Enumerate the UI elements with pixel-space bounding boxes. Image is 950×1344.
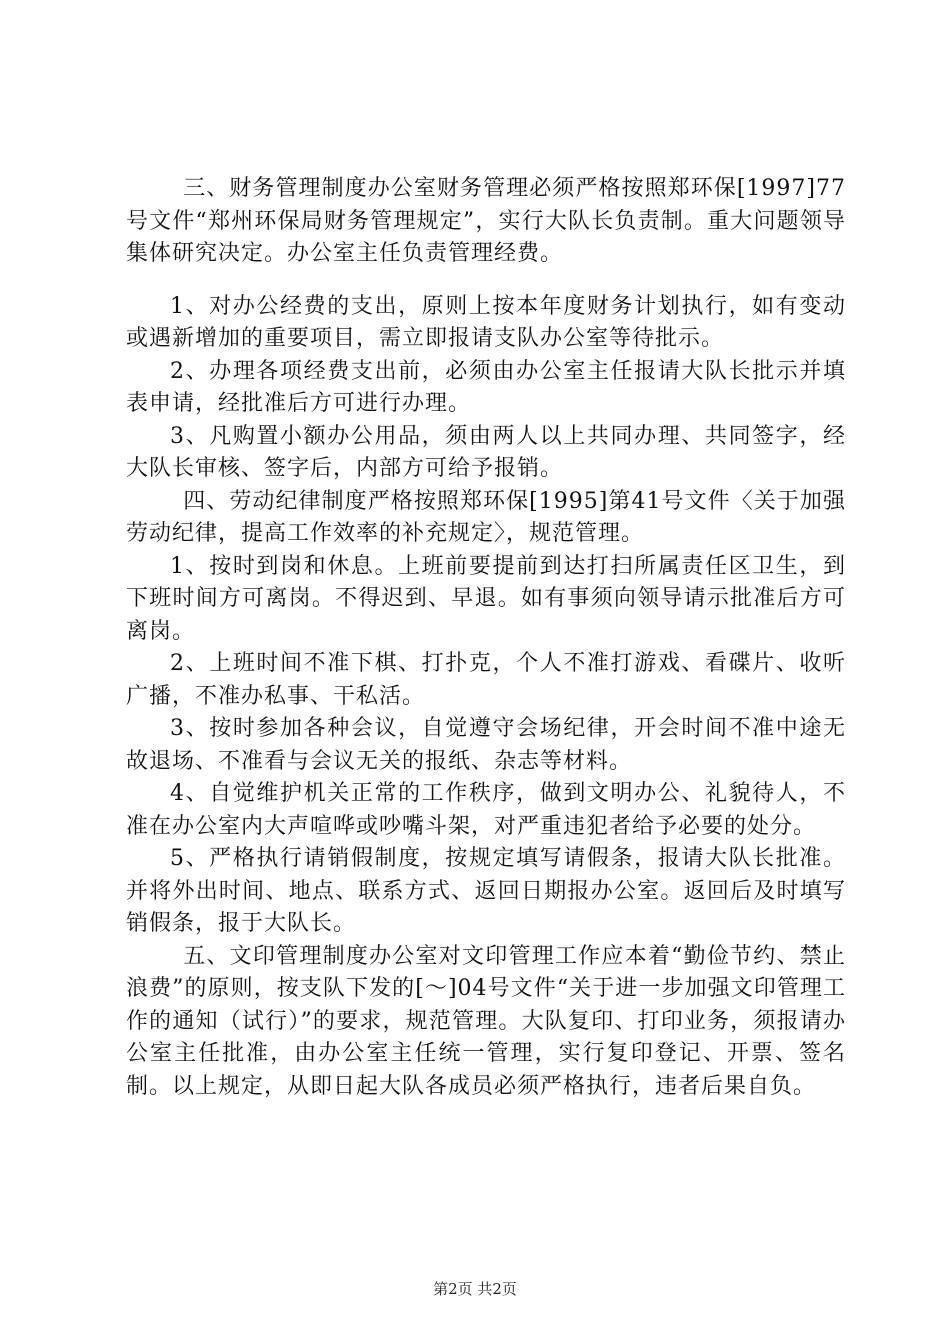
document-body: [126, 173, 846, 1103]
labor-item-1: 1、按时到岗和休息。上班前要提前到达打扫所属责任区卫生，到下班时间方可离岗。不得迟到、早退。如有事须向领导请示批准后方可离岗。: [126, 553, 846, 644]
finance-item-3: 3、凡购置小额办公用品，须由两人以上共同办理、共同签字，经大队长审核、签字后，内部方可给予报销。: [126, 423, 846, 481]
labor-item-2: 2、上班时间不准下棋、打扑克，个人不准打游戏、看碟片、收听广播，不准办私事、干私活。: [126, 651, 846, 709]
labor-item-4: 4、自觉维护机关正常的工作秩序，做到文明办公、礼貌待人，不准在办公室内大声喧哗或吵嘴斗架，对严重违犯者给予必要的处分。: [126, 781, 846, 839]
page-footer: 第2页 共2页: [433, 1280, 517, 1298]
labor-item-5: 5、严格执行请销假制度，按规定填写请假条，报请大队长批准。并将外出时间、地点、联系方式、返回日期报办公室。返回后及时填写销假条，报于大队长。: [126, 846, 846, 936]
finance-item-1: 1、对办公经费的支出，原则上按本年度财务计划执行，如有变动或遇新增加的重要项目，需立即报请支队办公室等待批示。: [126, 293, 846, 351]
finance-item-2: 2、办理各项经费支出前，必须由办公室主任报请大队长批示并填表申请，经批准后方可进行办理。: [126, 358, 846, 416]
section-four-labor-discipline: 四、劳动纪律制度严格按照郑环保[1995]第41号文件〈关于加强劳动纪律，提高工作效率的补充规定〉，规范管理。: [126, 488, 846, 546]
section-three-finance: 三、财务管理制度办公室财务管理必须严格按照郑环保[1997]77号文件“郑州环保局财务管理规定”，实行大队长负责制。重大问题领导集体研究决定。办公室主任负责管理经费。: [126, 176, 846, 266]
section-five-printing: 五、文印管理制度办公室对文印管理工作应本着“勤俭节约、禁止浪费”的原则，按支队下发的[～]04号文件“关于进一步加强文印管理工作的通知（试行）”的要求，规范管理。大队复印、打印业务，须报请办公室主任批准，由办公室主任统一管理，实行复印登记、开票、签名制。以上规定，从即日起大队各成员必须严格执行，违者后果自负。: [126, 943, 846, 1099]
labor-item-3: 3、按时参加各种会议，自觉遵守会场纪律，开会时间不准中途无故退场、不准看与会议无关的报纸、杂志等材料。: [126, 716, 846, 774]
